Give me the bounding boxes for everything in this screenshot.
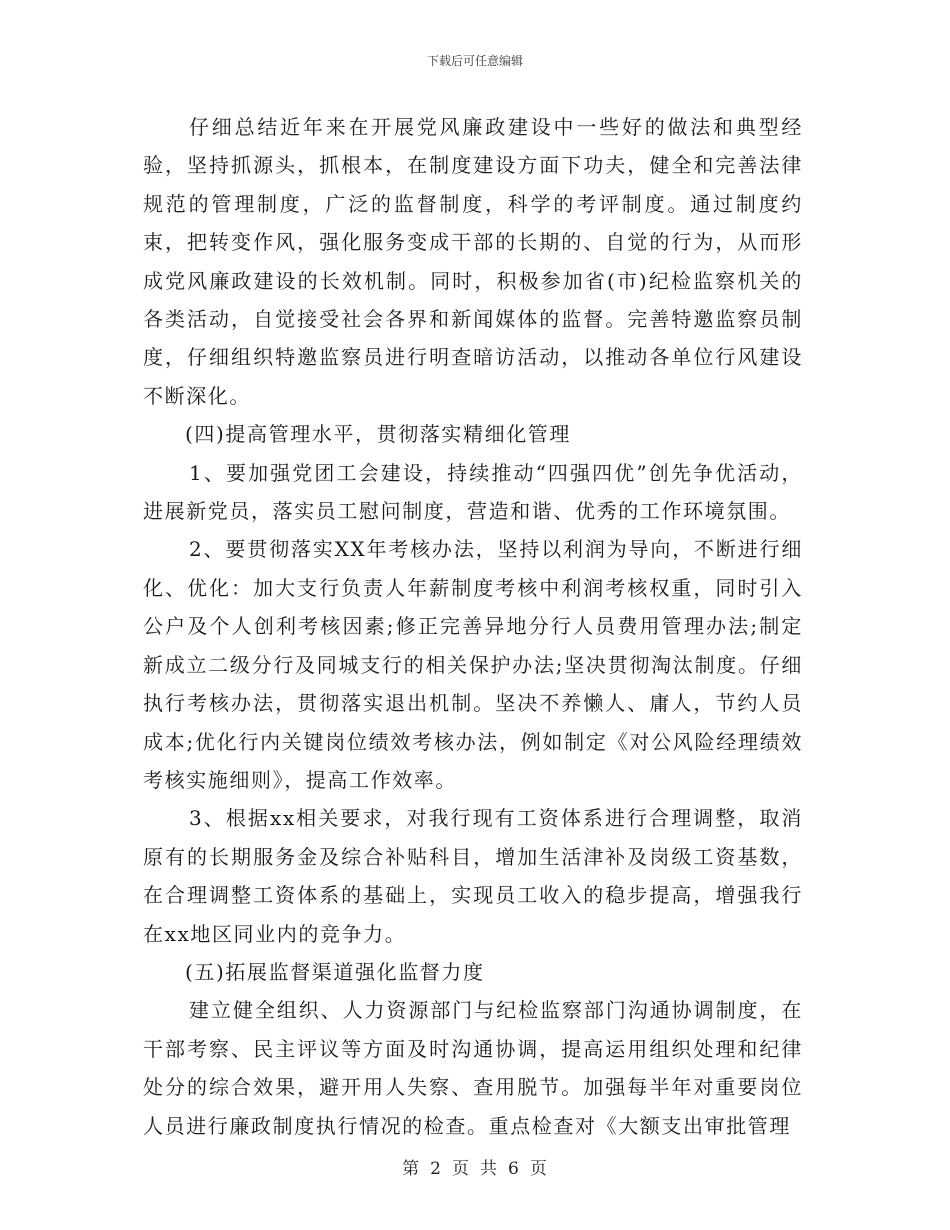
total-pages: 6 (508, 1159, 520, 1179)
paragraph-supervision: 建立健全组织、人力资源部门与纪检监察部门沟通协调制度，在干部考察、民主评议等方面及时沟通协调，提高运用组织处理和纪律处分的综合效果，避开用人失察、查用脱节。加强每半年对重要岗位人员进行廉政制度执行情况的检查。重点检查对《大额支出审批管理 (143, 998, 803, 1138)
page-header: 下载后可任意编辑 (426, 54, 523, 68)
page-number: 2 (430, 1159, 442, 1179)
footer-total-word: 共 (480, 1159, 498, 1179)
document-body (143, 108, 803, 1145)
paragraph-item-3: 3、根据xx相关要求，对我行现有工资体系进行合理调整，取消原有的长期服务金及综合补贴科目，增加生活津补及岗级工资基数，在合理调整工资体系的基础上，实现员工收入的稳步提高，增强我行在xx地区同业内的竞争力。 (143, 806, 803, 946)
section-heading-5: (五)拓展监督渠道强化监督力度 (185, 959, 485, 984)
paragraph-summary: 仔细总结近年来在开展党风廉政建设中一些好的做法和典型经验，坚持抓源头，抓根本，在制度建设方面下功夫，健全和完善法律规范的管理制度，广泛的监督制度，科学的考评制度。通过制度约束，把转变作风，强化服务变成干部的长期的、自觉的行为，从而形成党风廉政建设的长效机制。同时，积极参加省(市)纪检监察机关的各类活动，自觉接受社会各界和新闻媒体的监督。完善特邀监察员制度，仔细组织特邀监察员进行明查暗访活动，以推动各单位行风建设不断深化。 (143, 115, 803, 408)
paragraph-item-1: 1、要加强党团工会建设，持续推动“四强四优”创先争优活动，进展新党员，落实员工慰问制度，营造和谐、优秀的工作环境氛围。 (143, 460, 803, 524)
section-heading-4: (四)提高管理水平，贯彻落实精细化管理 (185, 422, 572, 447)
footer-page-word: 页 (452, 1159, 470, 1179)
paragraph-item-2: 2、要贯彻落实XX年考核办法，坚持以利润为导向，不断进行细化、优化：加大支行负责人年薪制度考核中利润考核权重，同时引入公户及个人创利考核因素;修正完善异地分行人员费用管理办法;制定新成立二级分行及同城支行的相关保护办法;坚决贯彻淘汰制度。仔细执行考核办法，贯彻落实退出机制。坚决不养懒人、庸人，节约人员成本;优化行内关键岗位绩效考核办法，例如制定《对公风险经理绩效考核实施细则》，提高工作效率。 (143, 537, 803, 792)
page-footer (0, 1154, 950, 1179)
footer-prefix: 第 (402, 1159, 421, 1179)
footer-suffix: 页 (529, 1159, 548, 1179)
